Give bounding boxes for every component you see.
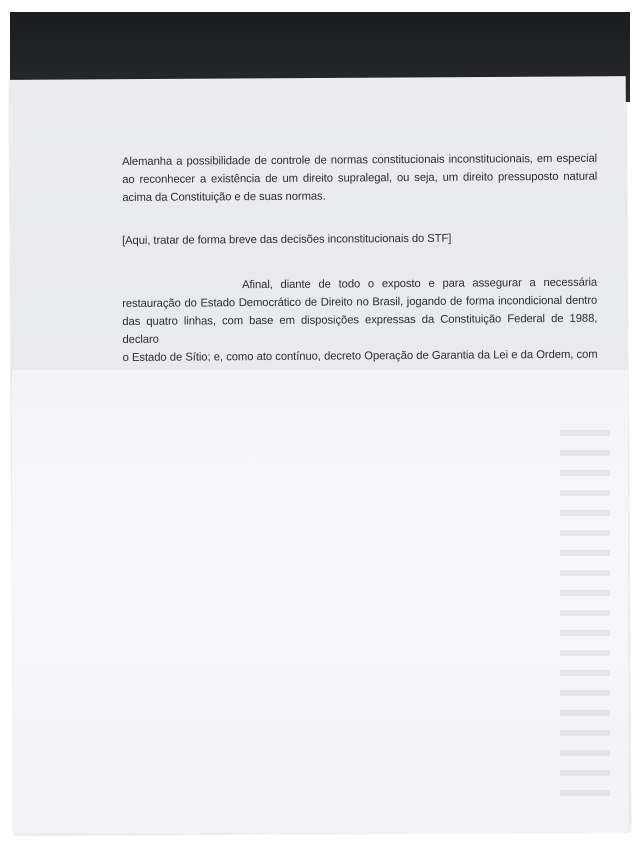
text-line: ao reconhecer a existência de um direito supralegal, ou seja, um direito pressuposto natural	[122, 170, 598, 186]
paragraph-1	[122, 150, 597, 207]
text-line: o Estado de Sítio; e, como ato contínuo, decreto Operação de Garantia da Lei e da Ordem, com	[122, 348, 598, 364]
text-line: Alemanha a possibilidade de controle de normas constitucionais inconstitucionais, em especial	[122, 152, 598, 168]
paper-folded-lower-section	[12, 370, 628, 833]
text-line: Afinal, diante de todo o exposto e para assegurar a necessária	[242, 276, 598, 292]
text-line: das quatro linhas, com base em disposições expressas da Constituição Federal de 1988, declaro	[122, 312, 598, 346]
text-line: restauração do Estado Democrático de Direito no Brasil, jogando de forma incondicional dentro	[122, 294, 598, 310]
text-line: acima da Constituição e de suas normas.	[122, 190, 326, 204]
editorial-note	[122, 229, 597, 250]
bleed-through-text	[560, 430, 610, 810]
text-line: [Aqui, tratar de forma breve das decisões inconstitucionais do STF]	[122, 232, 452, 247]
paragraph-2	[122, 274, 598, 367]
